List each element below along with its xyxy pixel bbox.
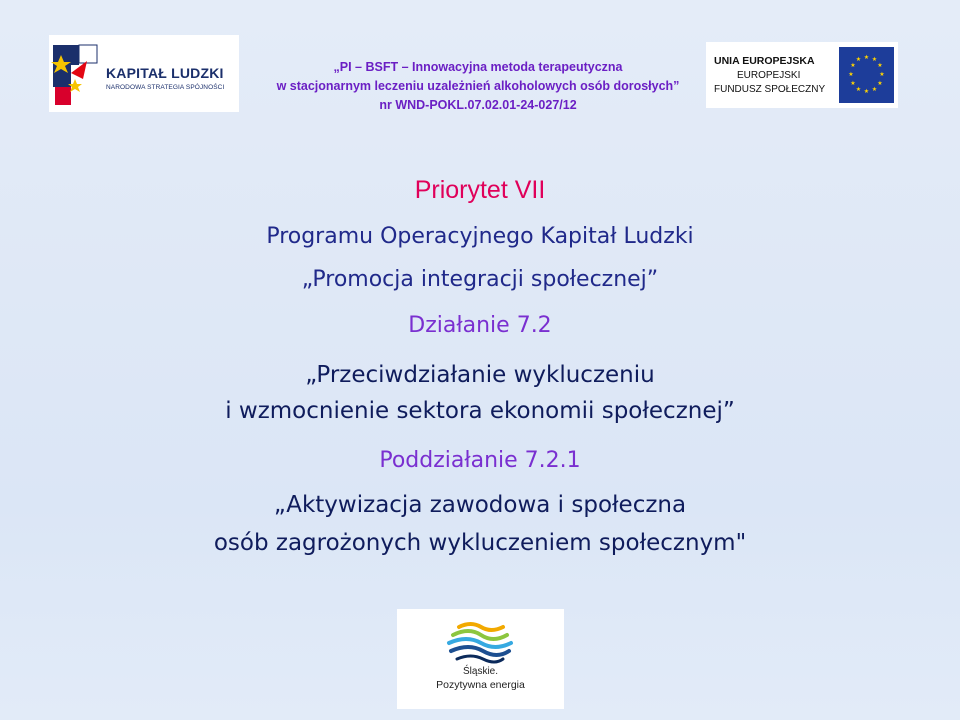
eu-flag-icon (839, 47, 894, 103)
slaskie-waves-icon (441, 619, 521, 667)
svg-text:★: ★ (863, 88, 870, 95)
slaskie-logo (397, 609, 564, 709)
svg-text:★: ★ (877, 62, 883, 69)
kapital-ludzki-title: KAPITAŁ LUDZKI (106, 65, 224, 81)
kapital-ludzki-subtitle: NARODOWA STRATEGIA SPÓJNOŚCI (106, 84, 225, 91)
project-header (248, 58, 708, 115)
svg-text:★: ★ (850, 62, 856, 69)
project-header-line1: „PI – BSFT – Innowacyjna metoda terapeutyczna (333, 60, 623, 74)
project-header-line2: w stacjonarnym leczeniu uzależnień alkoholowych osób dorosłych” (276, 79, 680, 93)
programme-title: Programu Operacyjnego Kapitał Ludzki (266, 224, 694, 249)
eu-logo (706, 42, 898, 108)
eu-logo-line1: UNIA EUROPEJSKA (714, 55, 815, 67)
kapital-ludzki-emblem-icon (49, 35, 101, 112)
svg-text:★: ★ (850, 80, 856, 87)
svg-text:★: ★ (879, 71, 885, 78)
action-number: Działanie 7.2 (408, 313, 552, 338)
kapital-ludzki-logo (49, 35, 239, 112)
subaction-title-line1: „Aktywizacja zawodowa i społeczna (273, 492, 687, 518)
action-title-line1: „Przeciwdziałanie wykluczeniu (305, 362, 655, 388)
svg-text:★: ★ (871, 86, 878, 93)
svg-text:★: ★ (848, 71, 854, 78)
project-header-line3: nr WND-POKL.07.02.01-24-027/12 (379, 98, 577, 112)
subaction-title-line2: osób zagrożonych wykluczeniem społecznym" (213, 530, 747, 556)
eu-logo-line3: FUNDUSZ SPOŁECZNY (714, 84, 826, 95)
svg-text:★: ★ (855, 86, 862, 93)
svg-text:★: ★ (863, 54, 870, 61)
svg-text:★: ★ (877, 80, 883, 87)
action-title-line2: i wzmocnienie sektora ekonomii społecznej” (225, 398, 735, 424)
svg-text:★: ★ (855, 56, 862, 63)
svg-text:★: ★ (871, 56, 878, 63)
slaskie-name: Śląskie. (462, 666, 498, 677)
slaskie-tagline: Pozytywna energia (436, 679, 525, 691)
subaction-number: Poddziałanie 7.2.1 (379, 448, 581, 473)
promotion-title: „Promocja integracji społecznej” (301, 267, 659, 292)
eu-logo-line2: EUROPEJSKI (737, 70, 801, 81)
priority-title: Priorytet VII (414, 176, 546, 204)
